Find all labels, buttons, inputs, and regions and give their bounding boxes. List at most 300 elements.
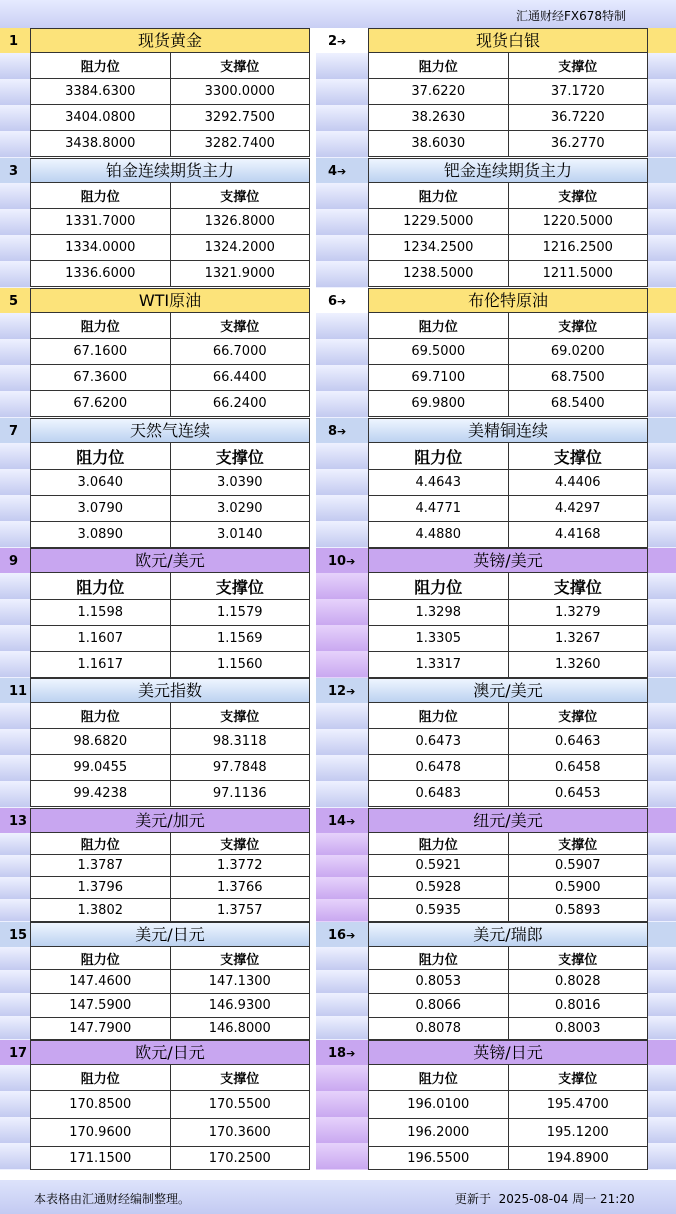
support-value: 0.6463 [508, 729, 648, 755]
support-header: 支撑位 [508, 833, 648, 855]
resistance-value: 1.1607 [31, 626, 171, 652]
instrument-name: 美元/日元 [135, 925, 205, 944]
support-value: 1.3772 [170, 855, 310, 877]
instrument-name: 纽元/美元 [473, 811, 543, 830]
left-row-number: 5 [9, 294, 19, 309]
left-row-number: 9 [9, 554, 19, 569]
instrument-name: 钯金连续 [443, 161, 508, 180]
resistance-value: 1.3787 [31, 855, 171, 877]
level-table [368, 832, 648, 922]
level-table [368, 946, 648, 1040]
table-header-row [369, 833, 648, 855]
table-row [369, 131, 648, 157]
strip-row-band [648, 313, 676, 418]
panel-title [368, 158, 648, 183]
table-row [369, 496, 648, 522]
resistance-value: 69.5000 [369, 339, 509, 365]
support-value: 0.6458 [508, 755, 648, 781]
resistance-value: 0.8053 [369, 970, 509, 994]
panel-title [30, 1040, 310, 1065]
right-row-number [328, 424, 346, 439]
table-header-row [369, 313, 648, 339]
support-value: 3.0390 [170, 470, 310, 496]
instrument-name: 美元指数 [137, 681, 202, 700]
support-value: 147.1300 [170, 970, 310, 994]
table-row [31, 235, 310, 261]
support-value: 97.7848 [170, 755, 310, 781]
footer-note: 本表格由汇通财经编制整理。 [34, 1192, 191, 1206]
resistance-value: 38.6030 [369, 131, 509, 157]
support-value: 1211.5000 [508, 261, 648, 287]
table-row [369, 970, 648, 994]
instrument-name: 美精铜连续 [467, 421, 548, 440]
table-row [31, 261, 310, 287]
strip-row-band [648, 573, 676, 678]
support-value: 3282.7400 [170, 131, 310, 157]
arrow-icon: ➔ [337, 425, 347, 438]
support-header: 支撑位 [170, 1065, 310, 1091]
support-value: 1326.8000 [170, 209, 310, 235]
quote-panel [368, 418, 648, 548]
level-table [368, 312, 648, 417]
table-row [31, 899, 310, 922]
strip-row-band [0, 573, 30, 678]
quote-panel [30, 288, 310, 418]
support-value: 68.5400 [508, 391, 648, 417]
strip-row-band [648, 1065, 676, 1170]
panel-title [30, 158, 310, 183]
resistance-value: 4.4643 [369, 470, 509, 496]
support-value: 1321.9000 [170, 261, 310, 287]
table-header-row [31, 703, 310, 729]
table-row [369, 755, 648, 781]
resistance-value: 147.7900 [31, 1018, 171, 1040]
table-row [369, 470, 648, 496]
table-row [31, 994, 310, 1018]
strip-title-band [648, 28, 676, 53]
left-number-strip [0, 28, 30, 1180]
resistance-value: 0.6473 [369, 729, 509, 755]
resistance-value: 3438.8000 [31, 131, 171, 157]
resistance-value: 1229.5000 [369, 209, 509, 235]
panel-title [368, 808, 648, 833]
table-row [31, 339, 310, 365]
table-row [369, 522, 648, 548]
table-row [369, 79, 648, 105]
quote-panel [30, 158, 310, 288]
table-row [31, 105, 310, 131]
right-row-number [328, 814, 355, 829]
table-row [369, 209, 648, 235]
middle-number-strip [316, 28, 368, 1180]
strip-row-band [316, 703, 368, 808]
panel-title [368, 1040, 648, 1065]
resistance-value: 1.3305 [369, 626, 509, 652]
number-text: 4 [328, 164, 338, 179]
table-row [31, 729, 310, 755]
left-row-number: 17 [9, 1046, 28, 1061]
resistance-header: 阻力位 [31, 833, 171, 855]
resistance-value: 37.6220 [369, 79, 509, 105]
support-value: 98.3118 [170, 729, 310, 755]
resistance-value: 98.6820 [31, 729, 171, 755]
support-value: 0.8003 [508, 1018, 648, 1040]
table-row [31, 209, 310, 235]
support-value: 1220.5000 [508, 209, 648, 235]
strip-title-band [648, 548, 676, 573]
panel-title [30, 922, 310, 947]
support-header: 支撑位 [170, 703, 310, 729]
quote-panel [30, 922, 310, 1040]
resistance-value: 1336.6000 [31, 261, 171, 287]
support-header: 支撑位 [508, 313, 648, 339]
resistance-header: 阻力位 [31, 947, 171, 970]
level-table [368, 1064, 648, 1170]
right-row-number [328, 294, 346, 309]
instrument-name: 天然气连续 [129, 421, 210, 440]
resistance-value: 0.6483 [369, 781, 509, 807]
resistance-value: 1.3802 [31, 899, 171, 922]
quote-panel [30, 678, 310, 808]
resistance-value: 0.5921 [369, 855, 509, 877]
instrument-name: 现货黄金 [137, 31, 202, 50]
resistance-value: 1334.0000 [31, 235, 171, 261]
arrow-icon: ➔ [346, 929, 356, 942]
resistance-value: 1238.5000 [369, 261, 509, 287]
resistance-header: 阻力位 [369, 573, 509, 600]
support-value: 195.1200 [508, 1119, 648, 1147]
resistance-value: 4.4880 [369, 522, 509, 548]
resistance-value: 99.4238 [31, 781, 171, 807]
resistance-value: 3384.6300 [31, 79, 171, 105]
support-value: 3.0290 [170, 496, 310, 522]
resistance-value: 3404.0800 [31, 105, 171, 131]
instrument-name: 美元/加元 [135, 811, 205, 830]
strip-row-band [0, 703, 30, 808]
quote-panel [30, 808, 310, 922]
arrow-icon: ➔ [346, 685, 356, 698]
resistance-value: 196.0100 [369, 1091, 509, 1119]
resistance-value: 0.5928 [369, 877, 509, 899]
table-row [31, 131, 310, 157]
table-header-row [31, 947, 310, 970]
support-value: 195.4700 [508, 1091, 648, 1119]
resistance-value: 67.3600 [31, 365, 171, 391]
level-table [30, 182, 310, 287]
resistance-value: 0.8078 [369, 1018, 509, 1040]
table-row [31, 855, 310, 877]
support-header: 支撑位 [170, 947, 310, 970]
strip-row-band [648, 833, 676, 922]
support-value: 4.4406 [508, 470, 648, 496]
right-row-number [328, 34, 346, 49]
strip-title-band [648, 418, 676, 443]
instrument-name: 澳元/美元 [473, 681, 543, 700]
support-header: 支撑位 [170, 313, 310, 339]
update-time [455, 1190, 635, 1207]
update-label: 更新于 [455, 1192, 492, 1206]
instrument-name: 英镑/日元 [473, 1043, 543, 1062]
support-value: 0.5907 [508, 855, 648, 877]
support-value: 3300.0000 [170, 79, 310, 105]
number-text: 8 [328, 424, 338, 439]
table-row [31, 79, 310, 105]
right-row-number [328, 554, 355, 569]
quote-panel [368, 158, 648, 288]
support-header: 支撑位 [170, 183, 310, 209]
left-row-number: 15 [9, 928, 28, 943]
panel-title [30, 808, 310, 833]
instrument-name: 布伦特原油 [467, 291, 548, 310]
resistance-header: 阻力位 [31, 313, 171, 339]
instrument-name: 欧元/日元 [135, 1043, 205, 1062]
table-row [31, 1119, 310, 1147]
strip-row-band [0, 1065, 30, 1170]
support-value: 66.4400 [170, 365, 310, 391]
support-value: 66.7000 [170, 339, 310, 365]
left-row-number: 13 [9, 814, 28, 829]
support-header: 支撑位 [508, 947, 648, 970]
support-header: 支撑位 [170, 833, 310, 855]
panel-title [368, 678, 648, 703]
number-text: 14 [328, 814, 347, 829]
support-header: 支撑位 [508, 183, 648, 209]
table-row [31, 781, 310, 807]
strip-title-band [648, 1040, 676, 1065]
resistance-value: 0.5935 [369, 899, 509, 922]
right-row-number [328, 928, 355, 943]
table-row [369, 600, 648, 626]
table-row [31, 755, 310, 781]
arrow-icon: ➔ [337, 295, 347, 308]
support-value: 170.2500 [170, 1147, 310, 1170]
table-header-row [31, 53, 310, 79]
update-value: 2025-08-04 周一 21:20 [498, 1192, 635, 1206]
strip-row-band [0, 947, 30, 1040]
instrument-suffix: 期货主力 [508, 161, 573, 180]
quote-panel [368, 28, 648, 158]
table-header-row [31, 573, 310, 600]
table-row [369, 877, 648, 899]
arrow-icon: ➔ [346, 555, 356, 568]
strip-row-band [648, 53, 676, 158]
table-row [31, 1018, 310, 1040]
resistance-header: 阻力位 [31, 573, 171, 600]
resistance-value: 171.1500 [31, 1147, 171, 1170]
resistance-value: 1234.2500 [369, 235, 509, 261]
table-row [369, 1147, 648, 1170]
quote-panel [30, 548, 310, 678]
resistance-value: 196.2000 [369, 1119, 509, 1147]
resistance-value: 1.3298 [369, 600, 509, 626]
table-row [31, 365, 310, 391]
support-value: 3292.7500 [170, 105, 310, 131]
level-table [30, 442, 310, 548]
quote-panel [368, 548, 648, 678]
resistance-value: 69.9800 [369, 391, 509, 417]
table-header-row [369, 53, 648, 79]
panel-title [368, 548, 648, 573]
table-row [31, 1147, 310, 1170]
table-header-row [369, 183, 648, 209]
brand-label: 汇通财经FX678特制 [515, 9, 626, 23]
instrument-name: 美元/瑞郎 [473, 925, 543, 944]
support-value: 0.5900 [508, 877, 648, 899]
strip-row-band [648, 183, 676, 288]
table-header-row [369, 947, 648, 970]
level-table [30, 312, 310, 417]
quote-panel [368, 678, 648, 808]
strip-row-band [316, 313, 368, 418]
table-header-row [31, 1065, 310, 1091]
instrument-name: 英镑/美元 [473, 551, 543, 570]
resistance-value: 196.5500 [369, 1147, 509, 1170]
number-text: 18 [328, 1046, 347, 1061]
support-value: 1.1560 [170, 652, 310, 678]
table-header-row [369, 1065, 648, 1091]
panel-title [30, 678, 310, 703]
strip-row-band [0, 313, 30, 418]
table-row [369, 391, 648, 417]
support-value: 0.6453 [508, 781, 648, 807]
table-row [369, 365, 648, 391]
support-header: 支撑位 [170, 573, 310, 600]
table-row [369, 899, 648, 922]
number-text: 6 [328, 294, 338, 309]
quote-panel [368, 1040, 648, 1170]
support-value: 68.7500 [508, 365, 648, 391]
resistance-header: 阻力位 [369, 313, 509, 339]
resistance-value: 3.0790 [31, 496, 171, 522]
number-text: 2 [328, 34, 338, 49]
right-row-number [328, 684, 355, 699]
table-header-row [31, 443, 310, 470]
resistance-header: 阻力位 [369, 443, 509, 470]
panel-title [30, 28, 310, 53]
resistance-header: 阻力位 [369, 833, 509, 855]
resistance-header: 阻力位 [31, 1065, 171, 1091]
support-value: 1.3766 [170, 877, 310, 899]
strip-title-band [648, 288, 676, 313]
table-row [31, 1091, 310, 1119]
strip-row-band [316, 53, 368, 158]
top-banner [0, 0, 676, 28]
panel-title [368, 28, 648, 53]
resistance-header: 阻力位 [31, 703, 171, 729]
table-row [369, 781, 648, 807]
support-value: 66.2400 [170, 391, 310, 417]
panel-title [30, 418, 310, 443]
level-table [30, 52, 310, 157]
support-header: 支撑位 [508, 573, 648, 600]
table-header-row [31, 313, 310, 339]
table-row [369, 1119, 648, 1147]
level-table [30, 1064, 310, 1170]
strip-row-band [316, 947, 368, 1040]
table-row [31, 970, 310, 994]
arrow-icon: ➔ [346, 815, 356, 828]
table-header-row [369, 573, 648, 600]
resistance-header: 阻力位 [369, 53, 509, 79]
table-row [369, 855, 648, 877]
left-row-number: 3 [9, 164, 19, 179]
level-table [30, 946, 310, 1040]
strip-title-band [648, 158, 676, 183]
resistance-header: 阻力位 [31, 443, 171, 470]
resistance-header: 阻力位 [369, 183, 509, 209]
support-value: 1.3267 [508, 626, 648, 652]
resistance-header: 阻力位 [369, 703, 509, 729]
strip-row-band [648, 443, 676, 548]
table-row [369, 1091, 648, 1119]
resistance-value: 3.0890 [31, 522, 171, 548]
resistance-value: 1331.7000 [31, 209, 171, 235]
level-table [30, 572, 310, 678]
resistance-value: 67.1600 [31, 339, 171, 365]
strip-row-band [316, 833, 368, 922]
support-value: 36.7220 [508, 105, 648, 131]
resistance-value: 1.3796 [31, 877, 171, 899]
support-header: 支撑位 [170, 443, 310, 470]
support-header: 支撑位 [170, 53, 310, 79]
table-row [31, 626, 310, 652]
table-row [369, 339, 648, 365]
resistance-value: 0.6478 [369, 755, 509, 781]
resistance-header: 阻力位 [369, 947, 509, 970]
table-row [369, 235, 648, 261]
table-row [31, 600, 310, 626]
quote-panel [368, 922, 648, 1040]
table-row [369, 626, 648, 652]
support-value: 1216.2500 [508, 235, 648, 261]
table-header-row [369, 443, 648, 470]
strip-row-band [648, 703, 676, 808]
strip-row-band [0, 183, 30, 288]
resistance-header: 阻力位 [31, 183, 171, 209]
strip-row-band [316, 573, 368, 678]
support-value: 170.3600 [170, 1119, 310, 1147]
resistance-value: 99.0455 [31, 755, 171, 781]
footer-bar [0, 1180, 676, 1214]
level-table [30, 702, 310, 807]
resistance-value: 1.1617 [31, 652, 171, 678]
resistance-value: 3.0640 [31, 470, 171, 496]
instrument-name: 现货白银 [475, 31, 540, 50]
strip-title-band [648, 678, 676, 703]
support-value: 69.0200 [508, 339, 648, 365]
arrow-icon: ➔ [346, 1047, 356, 1060]
right-row-number [328, 1046, 355, 1061]
number-text: 12 [328, 684, 347, 699]
left-row-number: 11 [9, 684, 28, 699]
resistance-value: 69.7100 [369, 365, 509, 391]
support-value: 146.9300 [170, 994, 310, 1018]
table-row [31, 470, 310, 496]
strip-row-band [648, 947, 676, 1040]
support-value: 146.8000 [170, 1018, 310, 1040]
level-table [368, 182, 648, 287]
resistance-value: 67.6200 [31, 391, 171, 417]
table-header-row [31, 833, 310, 855]
support-value: 0.8016 [508, 994, 648, 1018]
resistance-value: 147.5900 [31, 994, 171, 1018]
resistance-value: 147.4600 [31, 970, 171, 994]
support-header: 支撑位 [508, 443, 648, 470]
resistance-value: 4.4771 [369, 496, 509, 522]
level-table [368, 52, 648, 157]
support-header: 支撑位 [508, 703, 648, 729]
support-value: 1.3757 [170, 899, 310, 922]
